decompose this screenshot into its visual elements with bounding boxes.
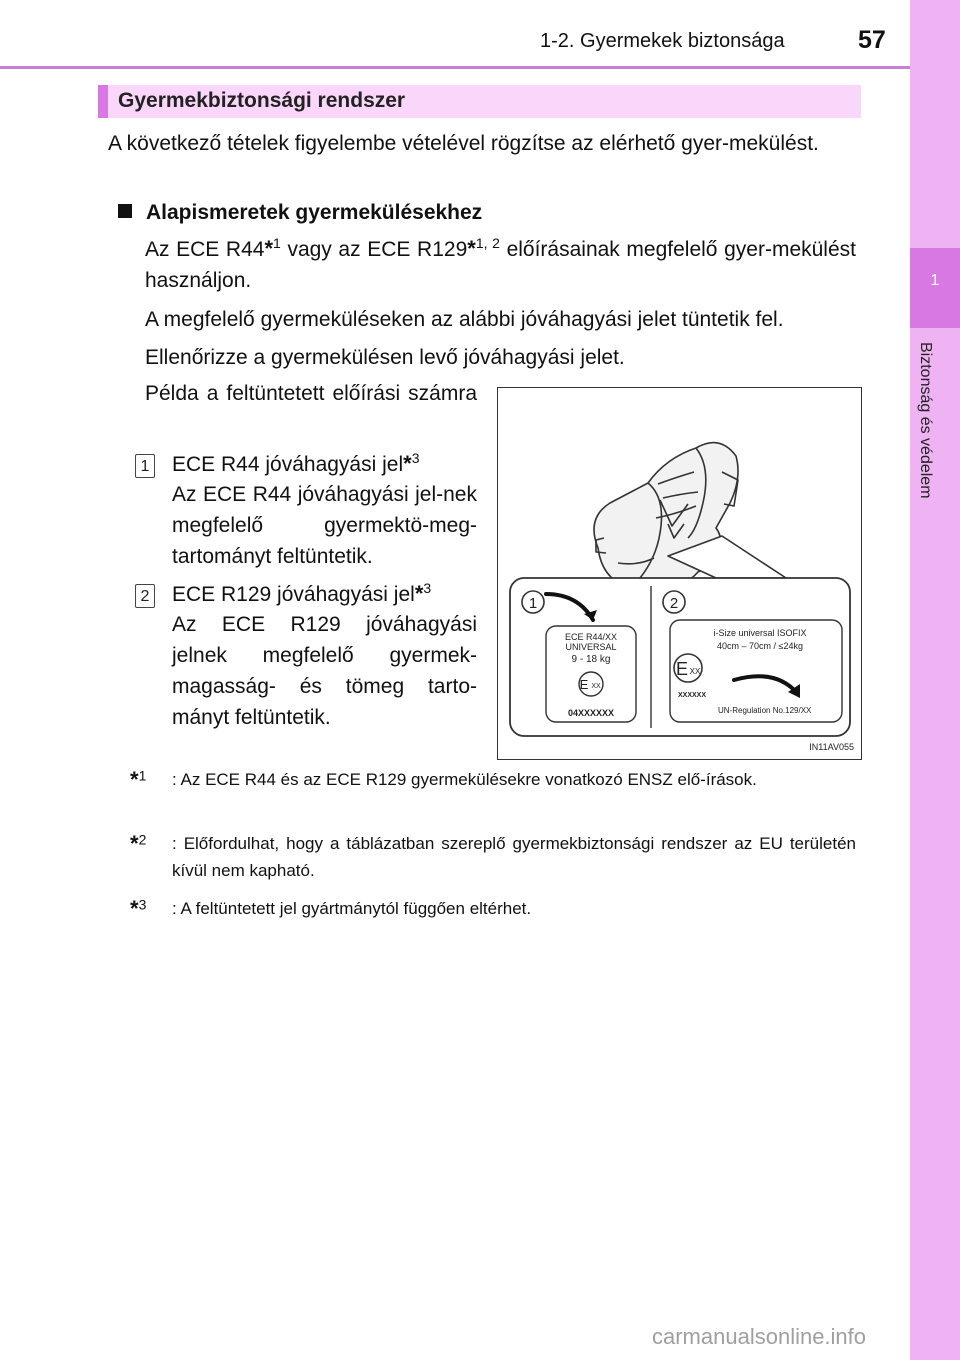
- r44-code: 04XXXXXX: [567, 708, 615, 718]
- footnote-3-mark: [130, 895, 146, 924]
- footnote-star-icon: *: [414, 581, 424, 606]
- check-mark-paragraph: Ellenőrizze a gyermekülésen levő jóváhagyási jelet.: [145, 346, 625, 369]
- r129-regulation: UN-Regulation No.129/XX: [718, 706, 812, 715]
- child-seat-figure: [497, 387, 862, 760]
- req-text-c: előírásainak megfelelő gyer-mekülést használjon.: [145, 238, 856, 292]
- footnote-2-text: : Előfordulhat, hogy a táblázatban szereplő gyermekbiztonsági rendszer az EU területén kívül nem kapható.: [172, 834, 856, 880]
- req-sup-2: 1, 2: [475, 235, 500, 251]
- r44-line1: ECE R44/XX: [564, 632, 618, 642]
- figure-badge-1: 1: [528, 595, 538, 612]
- r129-e-mark-sub: XX: [689, 667, 701, 676]
- footnote-2-sup: 2: [138, 831, 147, 848]
- figure-badge-2: 2: [669, 595, 679, 612]
- subsection-heading-text: Alapismeretek gyermekülésekhez: [146, 201, 483, 224]
- side-chapter-label: Biztonság és védelem: [917, 342, 934, 499]
- site-watermark: carmanualsonline.info: [652, 1324, 867, 1349]
- item-number-badge-1: 1: [135, 454, 155, 478]
- approval-mark-paragraph: A megfelelő gyermeküléseken az alábbi jóváhagyási jelet tüntetik fel.: [145, 308, 784, 331]
- item-title-2: [172, 578, 482, 610]
- footnote-1-text: : Az ECE R44 és az ECE R129 gyermekülésekre vonatkozó ENSZ elő-írások.: [172, 770, 757, 789]
- r44-line2: UNIVERSAL: [565, 642, 617, 652]
- section-title: Gyermekbiztonsági rendszer: [118, 89, 406, 112]
- child-seat-illustration: [498, 388, 860, 758]
- figure-code: IN11AV055: [809, 742, 854, 752]
- r44-line3: 9 - 18 kg: [571, 654, 611, 665]
- r44-e-mark: E: [579, 677, 589, 692]
- footnote-star-icon: *: [403, 451, 412, 476]
- item-title-2-text: ECE R129 jóváhagyási jel: [172, 583, 415, 606]
- item-title-1: [172, 448, 482, 480]
- item-title-2-sup: 3: [423, 580, 432, 596]
- footnote-star-icon: *: [130, 831, 139, 856]
- r129-line2: 40cm – 70cm / ≤24kg: [717, 641, 803, 651]
- footnote-star-icon: *: [130, 767, 139, 792]
- footnote-3-text: : A feltüntetett jel gyártmánytól függően eltérhet.: [172, 899, 532, 918]
- intro-paragraph: A következő tételek figyelembe vételével rögzítse az elérhető gyer-mekülést.: [108, 132, 819, 155]
- footnote-star-icon: *: [130, 896, 139, 921]
- item-desc-1: Az ECE R44 jóváhagyási jel-nek megfelelő gyermektö-meg-tartományt feltüntetik.: [172, 483, 477, 568]
- page-number: 57: [858, 26, 886, 54]
- item-title-1-sup: 3: [411, 450, 420, 466]
- r129-line1: i-Size universal ISOFIX: [713, 628, 807, 638]
- req-text-a: Az ECE R44: [145, 238, 265, 261]
- side-chapter-number: 1: [930, 272, 940, 289]
- item-title-1-text: ECE R44 jóváhagyási jel: [172, 453, 404, 476]
- item-number-badge-2: 2: [135, 584, 155, 608]
- req-text-b: vagy az ECE R129: [280, 238, 468, 261]
- footnote-star-icon: *: [467, 236, 476, 261]
- side-tab-bar: [910, 0, 960, 1360]
- r129-code: XXXXXX: [678, 692, 707, 699]
- footnote-1-sup: 1: [138, 767, 147, 784]
- footnote-star-icon: *: [264, 236, 274, 261]
- square-bullet-icon: [118, 204, 132, 218]
- requirement-paragraph: [145, 233, 856, 296]
- req-sup-1: 1: [273, 235, 281, 251]
- footnote-3-sup: 3: [138, 896, 147, 913]
- running-header-title: 1-2. Gyermekek biztonsága: [540, 30, 785, 52]
- item-desc-2: Az ECE R129 jóváhagyási jelnek megfelelő gyermek-magasság- és tömeg tarto-mányt feltüntetik.: [172, 613, 477, 729]
- example-label: Példa a feltüntetett előírási számra: [145, 382, 477, 405]
- footnote-1-mark: [130, 766, 146, 795]
- r129-e-mark: E: [675, 659, 689, 679]
- subsection-heading: [118, 201, 482, 225]
- footnote-2-mark: [130, 830, 146, 859]
- header-rule: [0, 66, 910, 69]
- r44-e-mark-sub: XX: [591, 683, 601, 690]
